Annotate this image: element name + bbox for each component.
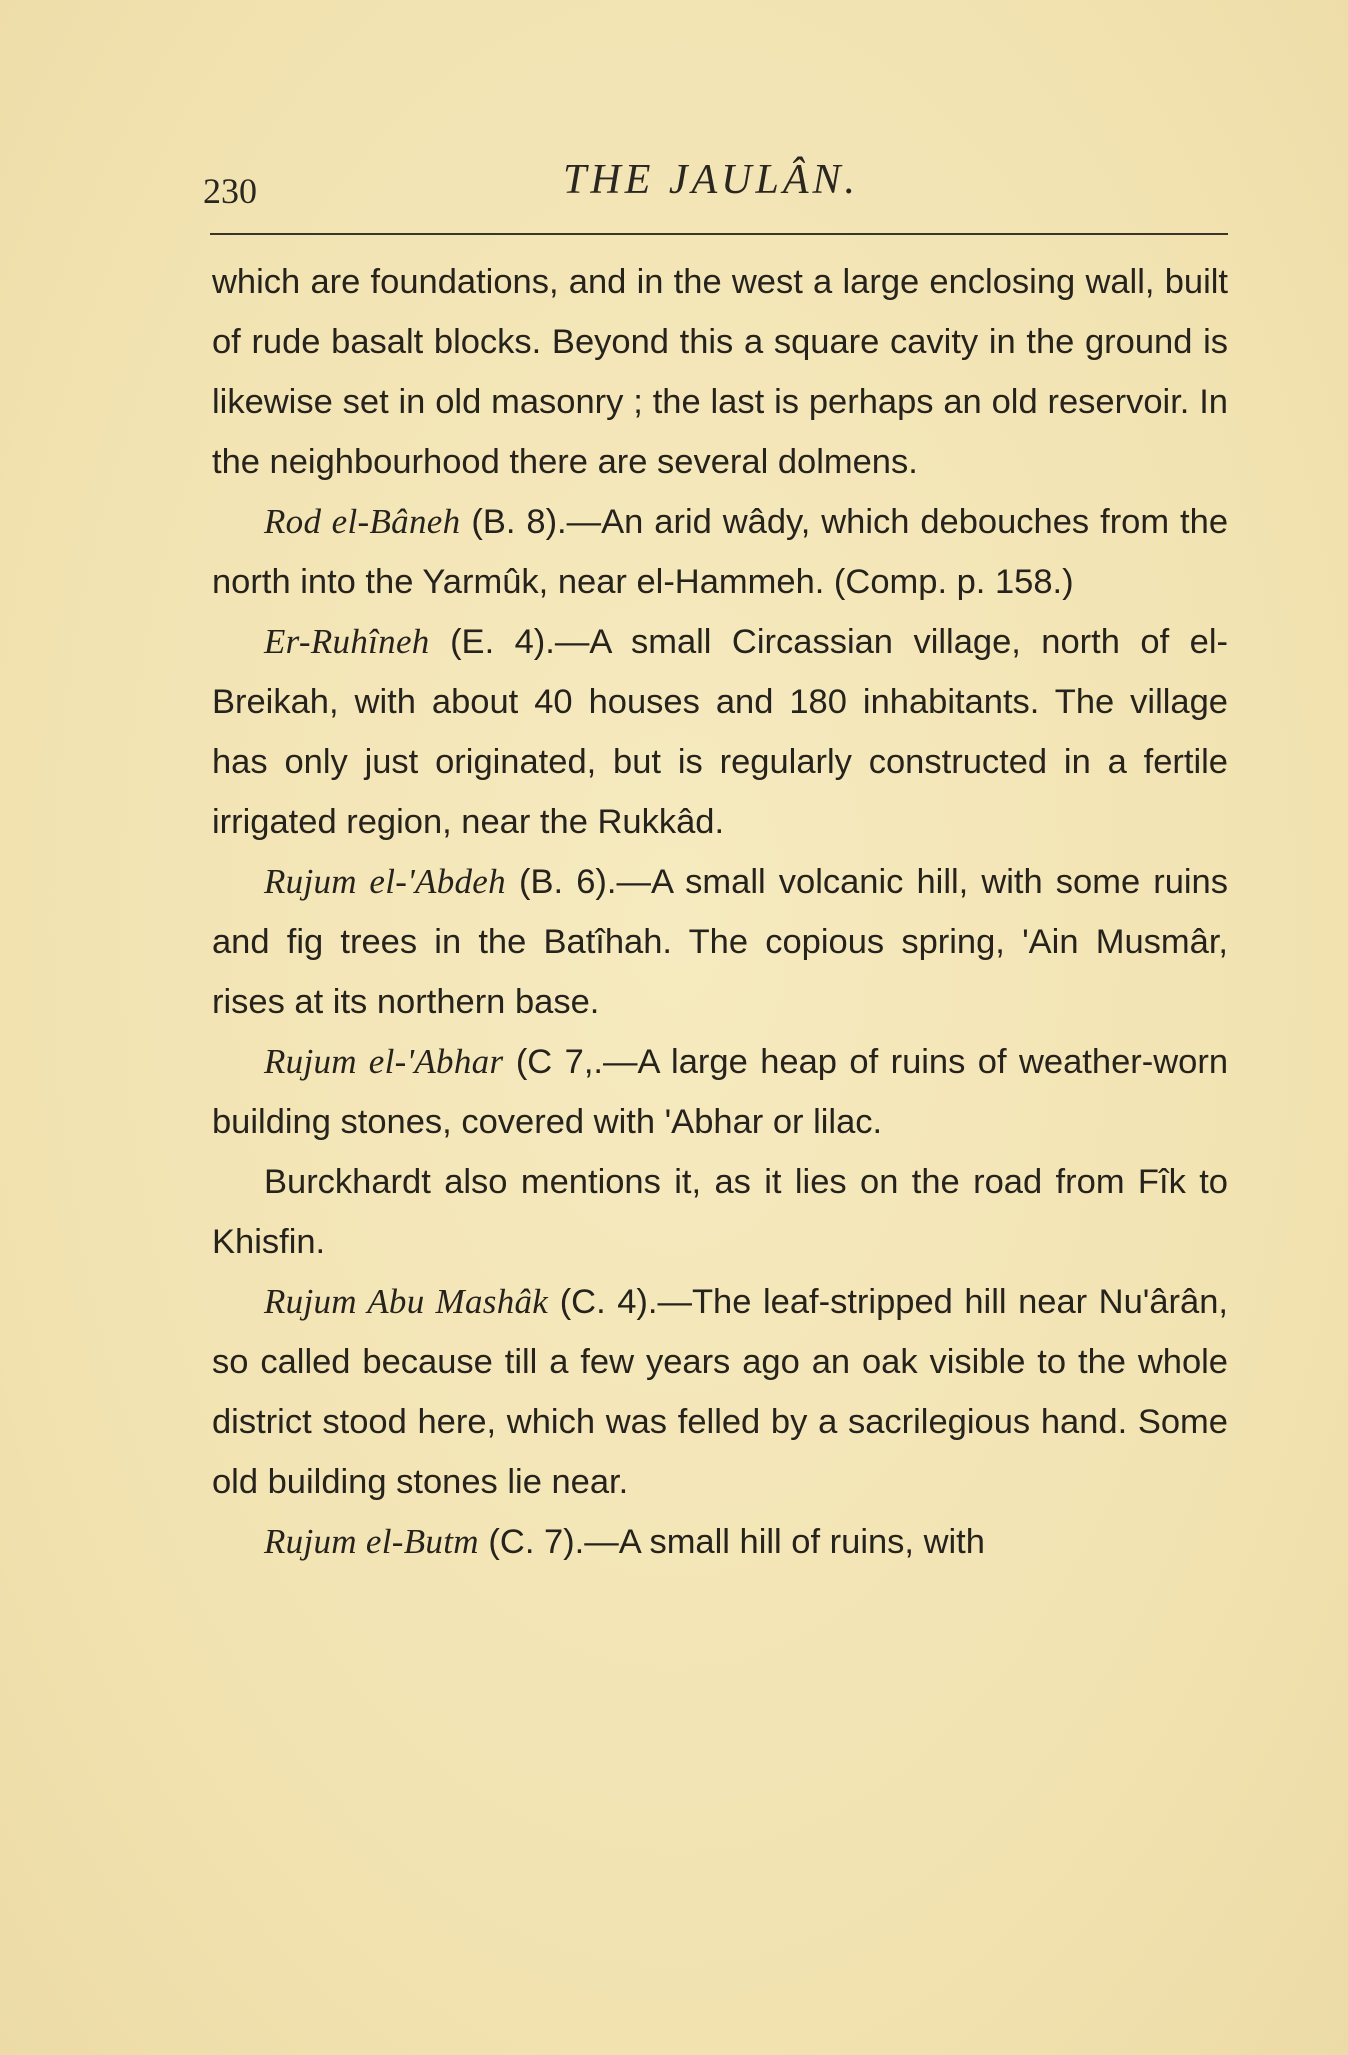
paragraph-text: (B. 6).—A small volcanic hill, with some ruins and fig trees in the Batîhah. The copious spring, 'Ain Musmâr, rises at its northern base. (212, 863, 1228, 1021)
page-number: 230 (203, 171, 257, 211)
body-text (212, 252, 1228, 1572)
paragraph-text: (C. 4).—The leaf-stripped hill near Nu'ârân, so called because till a few years ago an oak visible to the whole district stood here, which was felled by a sacrilegious hand. Some old building stones lie near. (212, 1283, 1228, 1501)
paragraph (212, 852, 1228, 1032)
paragraph-text: (C. 7).—A small hill of ruins, with (478, 1523, 985, 1561)
running-title: THE JAULÂN. (563, 157, 859, 203)
paragraph (212, 612, 1228, 852)
place-name: Rujum Abu Mashâk (264, 1282, 549, 1321)
place-name: Rujum el-'Abhar (264, 1042, 504, 1081)
paragraph-text: (C 7,.—A large heap of ruins of weather-worn building stones, covered with 'Abhar or lilac. (212, 1043, 1229, 1141)
paragraph (212, 1272, 1228, 1512)
page-header (203, 150, 1238, 230)
paragraph-text: which are foundations, and in the west a large enclosing wall, built of rude basalt blocks. Beyond this a square cavity in the ground is likewise set in old masonry ; the last is perhaps an old reservoir. In the neighbourhood there are several dolmens. (212, 263, 1228, 481)
header-rule (210, 233, 1228, 235)
paragraph (212, 1512, 1228, 1572)
paragraph (212, 252, 1228, 492)
paragraph (212, 1032, 1228, 1152)
paragraph (212, 492, 1228, 612)
place-name: Rod el-Bâneh (264, 502, 461, 541)
place-name: Rujum el-'Abdeh (264, 862, 506, 901)
place-name: Er-Ruhîneh (264, 622, 430, 661)
paragraph-text: Burckhardt also mentions it, as it lies on the road from Fîk to Khisfin. (212, 1163, 1228, 1261)
paragraph-text: (B. 8).—An arid wâdy, which debouches from the north into the Yarmûk, near el-Hammeh. (Comp. p. 158.) (212, 503, 1229, 601)
paragraph (212, 1152, 1228, 1272)
paragraph-text: (E. 4).—A small Circassian village, north of el-Breikah, with about 40 houses and 180 inhabitants. The village has only just originated, but is regularly constructed in a fertile irrigated region, near the Rukkâd. (212, 623, 1228, 841)
place-name: Rujum el-Butm (264, 1522, 479, 1561)
